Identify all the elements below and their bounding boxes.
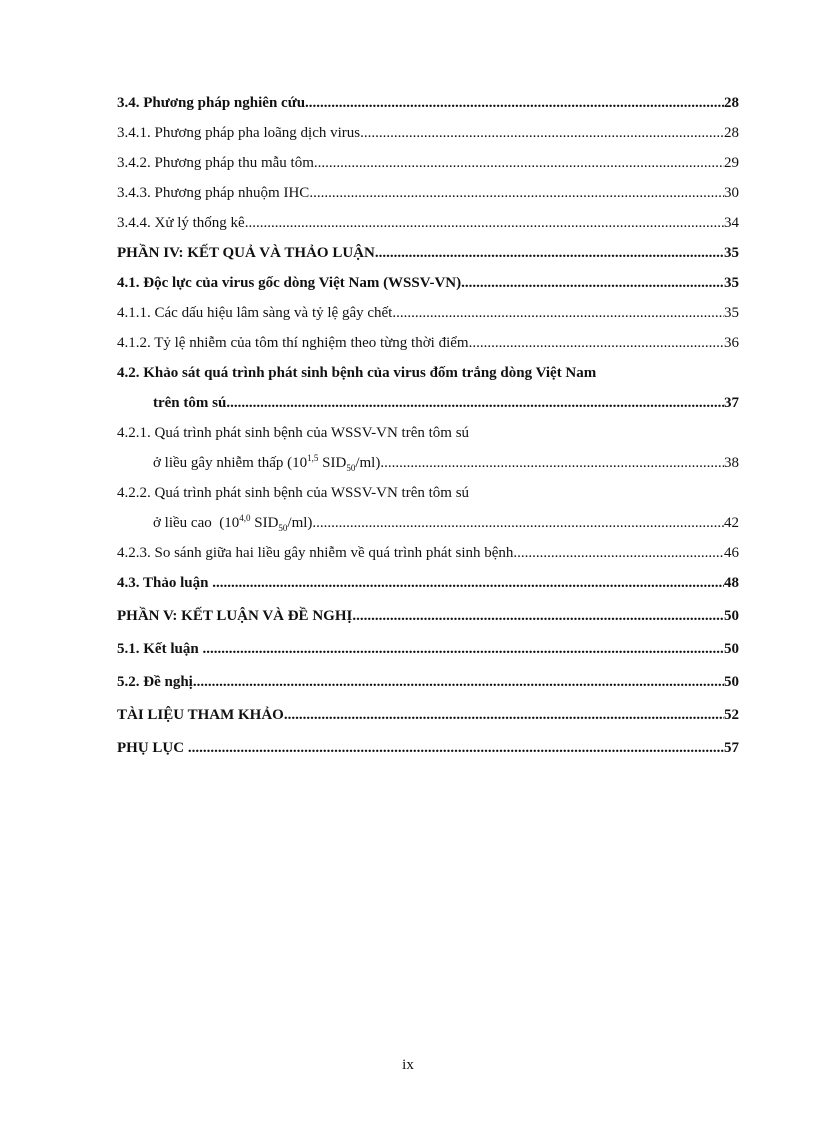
toc-leader-dots [314,154,724,172]
toc-entry-label: 5.1. Kết luận [117,641,203,657]
toc-entry-page: 57 [724,740,739,756]
toc-entry-page: 30 [724,185,739,201]
toc-entry-continuation [117,394,739,412]
toc-leader-dots [392,304,724,322]
toc-entry-label: 3.4. Phương pháp nghiên cứu [117,95,306,111]
toc-entry-part-4 [117,244,739,262]
toc-entry-label-cont [153,514,312,532]
toc-leader-dots [305,94,724,112]
toc-leader-dots [284,706,724,724]
toc-entry-page: 29 [724,155,739,171]
toc-entry-5-2 [117,673,739,691]
toc-entry-page: 50 [724,641,739,657]
toc-entry-label: 3.4.4. Xử lý thống kê [117,215,245,231]
toc-entry-label-cont: trên tôm sú [153,395,227,411]
text-part: SID [250,515,279,531]
text-part: /ml) [287,515,313,531]
toc-entry-label: PHỤ LỤC [117,740,188,756]
subscript: 50 [346,463,356,473]
toc-entry-label: PHẦN IV: KẾT QUẢ VÀ THẢO LUẬN [117,245,375,261]
toc-entry-4-2-1 [117,424,739,472]
toc-entry-label: 4.1. Độc lực của virus gốc dòng Việt Nam (WSSV-VN) [117,275,462,291]
toc-entry-page: 35 [724,305,739,321]
text-part: /ml) [355,455,381,471]
toc-entry-4-1-1 [117,304,739,322]
toc-entry-label: 3.4.2. Phương pháp thu mẫu tôm [117,155,314,171]
toc-entry-page: 35 [724,245,739,261]
toc-entry-label: TÀI LIỆU THAM KHẢO [117,707,284,723]
toc-entry-4-1 [117,274,739,292]
toc-entry-page: 48 [724,575,739,591]
toc-entry-continuation [117,454,739,472]
page-number: ix [402,1057,414,1073]
toc-leader-dots [469,334,724,352]
toc-leader-dots [212,574,724,592]
toc-entry-3-4-3 [117,184,739,202]
table-of-contents [117,92,739,757]
toc-entry-label: 4.1.1. Các dấu hiệu lâm sàng và tỷ lệ gây chết [117,305,393,321]
subscript: 50 [278,523,288,533]
toc-entry-page: 52 [724,707,739,723]
text-part: ở liều cao (10 [153,515,240,531]
toc-leader-dots [380,454,724,472]
toc-entry-4-1-2 [117,334,739,352]
toc-entry-label: 4.2.3. So sánh giữa hai liều gây nhiễm về quá trình phát sinh bệnh [117,545,514,561]
toc-entry-label: 4.1.2. Tỷ lệ nhiễm của tôm thí nghiệm theo từng thời điểm [117,335,469,351]
toc-leader-dots [375,244,724,262]
toc-leader-dots [202,640,724,658]
toc-entry-page: 37 [724,395,739,411]
toc-entry-page: 38 [724,455,739,471]
toc-leader-dots [193,673,724,691]
toc-entry-label: 4.2.2. Quá trình phát sinh bệnh của WSSV-VN trên tôm sú [117,485,470,501]
toc-entry-label: 4.2.1. Quá trình phát sinh bệnh của WSSV-VN trên tôm sú [117,425,470,441]
toc-leader-dots [312,514,724,532]
toc-entry-3-4-1 [117,124,739,142]
toc-entry-page: 34 [724,215,739,231]
toc-entry-4-3 [117,574,739,592]
toc-entry-page: 46 [724,545,739,561]
superscript: 4,0 [239,513,251,523]
toc-entry-page: 35 [724,275,739,291]
toc-leader-dots [245,214,724,232]
text-part: SID [318,455,347,471]
toc-entry-page: 42 [724,515,739,531]
toc-entry-label: 3.4.1. Phương pháp pha loãng dịch virus [117,125,361,141]
toc-entry-label: 5.2. Đề nghị [117,674,193,690]
toc-entry-3-4-2 [117,154,739,172]
toc-entry-page: 28 [724,125,739,141]
toc-entry-appendix [117,739,739,757]
toc-entry-page: 36 [724,335,739,351]
toc-leader-dots [226,394,724,412]
toc-entry-4-2 [117,364,739,412]
toc-leader-dots [513,544,724,562]
toc-entry-references [117,706,739,724]
toc-entry-page: 50 [724,674,739,690]
toc-entry-continuation [117,514,739,532]
toc-entry-3-4-4 [117,214,739,232]
toc-entry-page: 50 [724,608,739,624]
toc-leader-dots [360,124,724,142]
toc-entry-label: 4.3. Thảo luận [117,575,213,591]
toc-leader-dots [188,739,724,757]
toc-leader-dots [352,607,724,625]
toc-leader-dots [309,184,724,202]
text-part: ở liều gây nhiễm thấp (10 [153,455,308,471]
toc-entry-label: 3.4.3. Phương pháp nhuộm IHC [117,185,310,201]
toc-entry-label: PHẦN V: KẾT LUẬN VÀ ĐỀ NGHỊ [117,608,353,624]
toc-leader-dots [461,274,724,292]
toc-entry-page: 28 [724,95,739,111]
toc-entry-label: 4.2. Khảo sát quá trình phát sinh bệnh của virus đốm trắng dòng Việt Nam [117,365,597,381]
superscript: 1,5 [307,453,319,463]
toc-entry-5-1 [117,640,739,658]
toc-entry-label-cont [153,454,380,472]
toc-entry-4-2-2 [117,484,739,532]
toc-entry-part-5 [117,607,739,625]
toc-entry-3-4 [117,94,739,112]
toc-entry-4-2-3 [117,544,739,562]
